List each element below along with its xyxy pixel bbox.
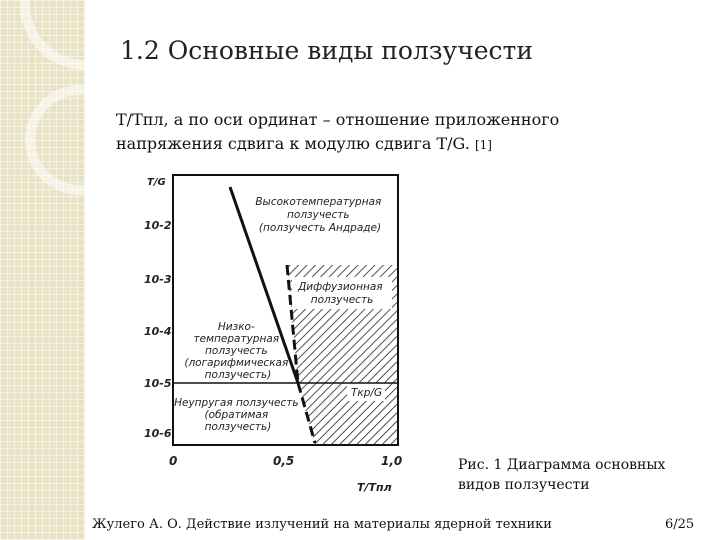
footer-author: Жулего А. О. [92, 517, 182, 532]
low-temp-label: ползучесть) [204, 369, 272, 381]
svg-text:Диффузионная ползучесть [297, 281, 386, 306]
inelastic-label: ползучесть) [204, 421, 272, 433]
body-paragraph [116, 108, 696, 157]
inelastic-label: Неупругая ползучесть [174, 397, 299, 409]
paragraph-line-2: напряжения сдвига к модулю сдвига Т/G. [116, 134, 470, 153]
low-temp-label: ползучесть [205, 345, 268, 357]
page-number: 6/25 [665, 517, 695, 532]
threshold-label: Tкр/G [351, 387, 383, 399]
svg-text:Неупругая ползучесть (обра [174, 397, 302, 433]
low-temp-label: температурная [193, 333, 280, 345]
y-tick-label: 10-4 [144, 325, 172, 338]
high-temp-label: (ползучесть Андраде) [258, 222, 382, 234]
y-axis-title: T/G [147, 177, 166, 188]
y-tick-label: 10-6 [144, 427, 172, 440]
svg-text:Низко- температурная п [184, 321, 291, 381]
diffusion-label: ползучесть [310, 294, 374, 306]
x-tick-label: 0 [169, 454, 178, 468]
high-temp-label: Высокотемпературная [255, 196, 382, 208]
y-tick-label: 10-5 [144, 377, 172, 390]
inelastic-label: (обратимая [204, 409, 269, 421]
x-axis-title: T/Tпл [357, 481, 392, 494]
caption-line-1: Рис. 1 Диаграмма основных [458, 457, 666, 473]
x-tick-label: 0,5 [273, 454, 295, 468]
x-tick-label: 1,0 [381, 454, 403, 468]
high-temp-label: ползучесть [287, 209, 350, 221]
footer [92, 517, 552, 532]
figure-caption [458, 455, 708, 495]
low-temp-label: (логарифмическая [184, 357, 289, 369]
slide-title: 1.2 Основные виды ползучести [120, 36, 534, 65]
y-tick-label: 10-2 [144, 219, 172, 232]
caption-line-2: видов ползучести [458, 477, 590, 493]
side-band-pattern [0, 0, 85, 540]
decorative-side-band [0, 0, 85, 540]
y-tick-label: 10-3 [144, 273, 172, 286]
footer-title: Действие излучений на материалы ядерной техники [186, 517, 552, 532]
paragraph-line-1: Т/Тпл, а по оси ординат – отношение приложенного [116, 110, 560, 129]
svg-text:Высокотемпературная ползуч [255, 196, 384, 234]
low-temp-label: Низко- [217, 321, 255, 333]
reference-marker: [1] [474, 138, 492, 152]
diffusion-label: Диффузионная [298, 281, 383, 293]
creep-diagram [135, 165, 415, 510]
